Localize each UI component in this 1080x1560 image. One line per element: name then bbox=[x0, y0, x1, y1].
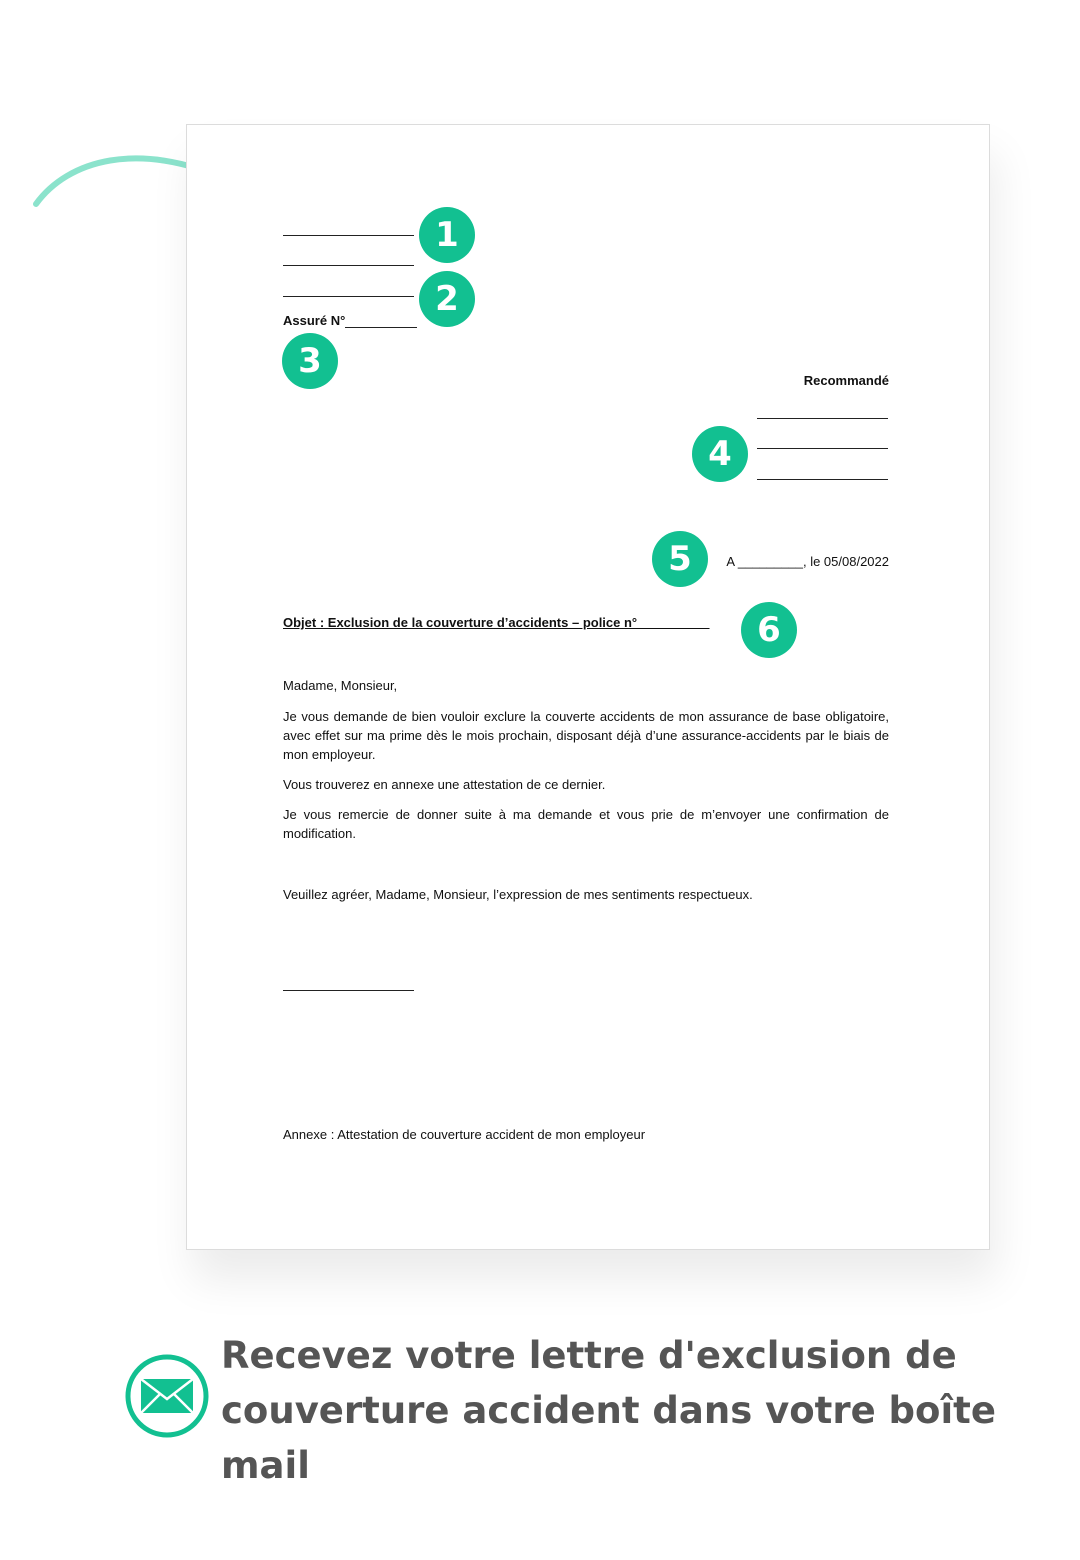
paragraph-2: Vous trouverez en annexe une attestation de ce dernier. bbox=[283, 777, 606, 792]
badge-2: 2 bbox=[419, 271, 475, 327]
badge-5: 5 bbox=[652, 531, 708, 587]
letter-page bbox=[186, 124, 990, 1250]
signature-line bbox=[283, 990, 414, 991]
badge-1: 1 bbox=[419, 207, 475, 263]
insured-number-line bbox=[345, 327, 417, 328]
paragraph-1: Je vous demande de bien vouloir exclure la couverte accidents de mon assurance de base obligatoire, avec effet sur ma prime dès le mois prochain, disposant déjà d’une assurance-accidents par le biais de mon employeur. bbox=[283, 709, 889, 762]
closing: Veuillez agréer, Madame, Monsieur, l’expression de mes sentiments respectueux. bbox=[283, 887, 753, 902]
annex: Annexe : Attestation de couverture accident de mon employeur bbox=[283, 1127, 646, 1142]
footer-message: Recevez votre lettre d'exclusion de couverture accident dans votre boîte mail bbox=[221, 1334, 996, 1487]
recipient-line-3 bbox=[757, 479, 888, 480]
badge-4: 4 bbox=[692, 426, 748, 482]
paragraph-3: Je vous remercie de donner suite à ma demande et vous prie de m’envoyer une confirmation de modification. bbox=[283, 807, 889, 841]
envelope-icon bbox=[124, 1353, 210, 1439]
recommande-label: Recommandé bbox=[803, 373, 889, 388]
greeting: Madame, Monsieur, bbox=[283, 678, 398, 693]
sender-address-line bbox=[283, 265, 414, 266]
date-line: A _________, le 05/08/2022 bbox=[726, 554, 889, 569]
recipient-line-1 bbox=[757, 418, 888, 419]
badge-6: 6 bbox=[741, 602, 797, 658]
badge-3: 3 bbox=[282, 333, 338, 389]
sender-name-line bbox=[283, 235, 414, 236]
insured-number-label: Assuré N° bbox=[283, 313, 346, 328]
recipient-line-2 bbox=[757, 448, 888, 449]
subject-line: Objet : Exclusion de la couverture d’accidents – police n°__________ bbox=[283, 615, 710, 630]
sender-city-line bbox=[283, 296, 414, 297]
